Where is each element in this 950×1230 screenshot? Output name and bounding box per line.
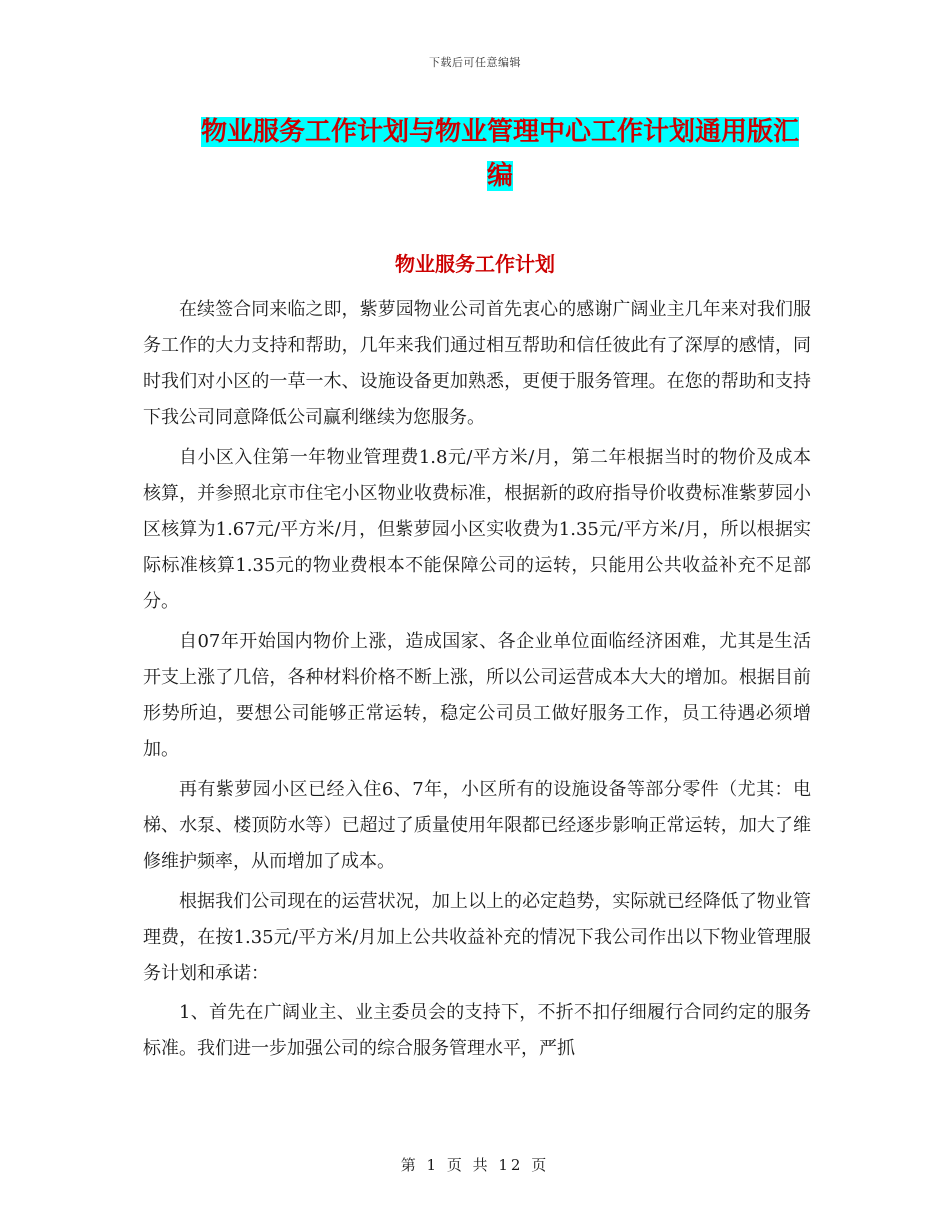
paragraph: 自小区入住第一年物业管理费1.8元/平方米/月，第二年根据当时的物价及成本核算，并参照北京市住宅小区物业收费标准，根据新的政府指导价收费标准紫萝园小区核算为1.67元/平方米/月，但紫萝园小区实收费为1.35元/平方米/月，所以根据实际标准核算1.35元的物业费根本不能保障公司的运转，只能用公共收益补充不足部分。 [143, 446, 811, 613]
document-title-text: 物业服务工作计划与物业管理中心工作计划通用版汇编 [200, 117, 799, 191]
paragraph: 在续签合同来临之即，紫萝园物业公司首先衷心的感谢广阔业主几年来对我们服务工作的大力支持和帮助，几年来我们通过相互帮助和信任彼此有了深厚的感情，同时我们对小区的一草一木、设施设备更加熟悉，更便于服务管理。在您的帮助和支持下我公司同意降低公司赢利继续为您服务。 [143, 299, 811, 429]
paragraph: 1、首先在广阔业主、业主委员会的支持下，不折不扣仔细履行合同约定的服务标准。我们进一步加强公司的综合服务管理水平，严抓 [143, 1002, 811, 1060]
paragraph: 自07年开始国内物价上涨，造成国家、各企业单位面临经济困难，尤其是生活开支上涨了几倍，各种材料价格不断上涨，所以公司运营成本大大的增加。根据目前形势所迫，要想公司能够正常运转，稳定公司员工做好服务工作，员工待遇必须增加。 [143, 630, 811, 761]
document-title [190, 110, 810, 198]
section-title: 物业服务工作计划 [395, 252, 555, 276]
download-note: 下载后可任意编辑 [429, 56, 521, 69]
paragraph: 再有紫萝园小区已经入住6、7年，小区所有的设施设备等部分零件（尤其：电梯、水泵、楼顶防水等）已超过了质量使用年限都已经逐步影响正常运转，加大了维修维护频率，从而增加了成本。 [143, 778, 811, 872]
page-number: 第 1 页 共 12 页 [400, 1156, 550, 1174]
document-body [143, 292, 811, 1071]
paragraph: 根据我们公司现在的运营状况，加上以上的必定趋势，实际就已经降低了物业管理费，在按1.35元/平方米/月加上公共收益补充的情况下我公司作出以下物业管理服务计划和承诺： [143, 890, 811, 984]
